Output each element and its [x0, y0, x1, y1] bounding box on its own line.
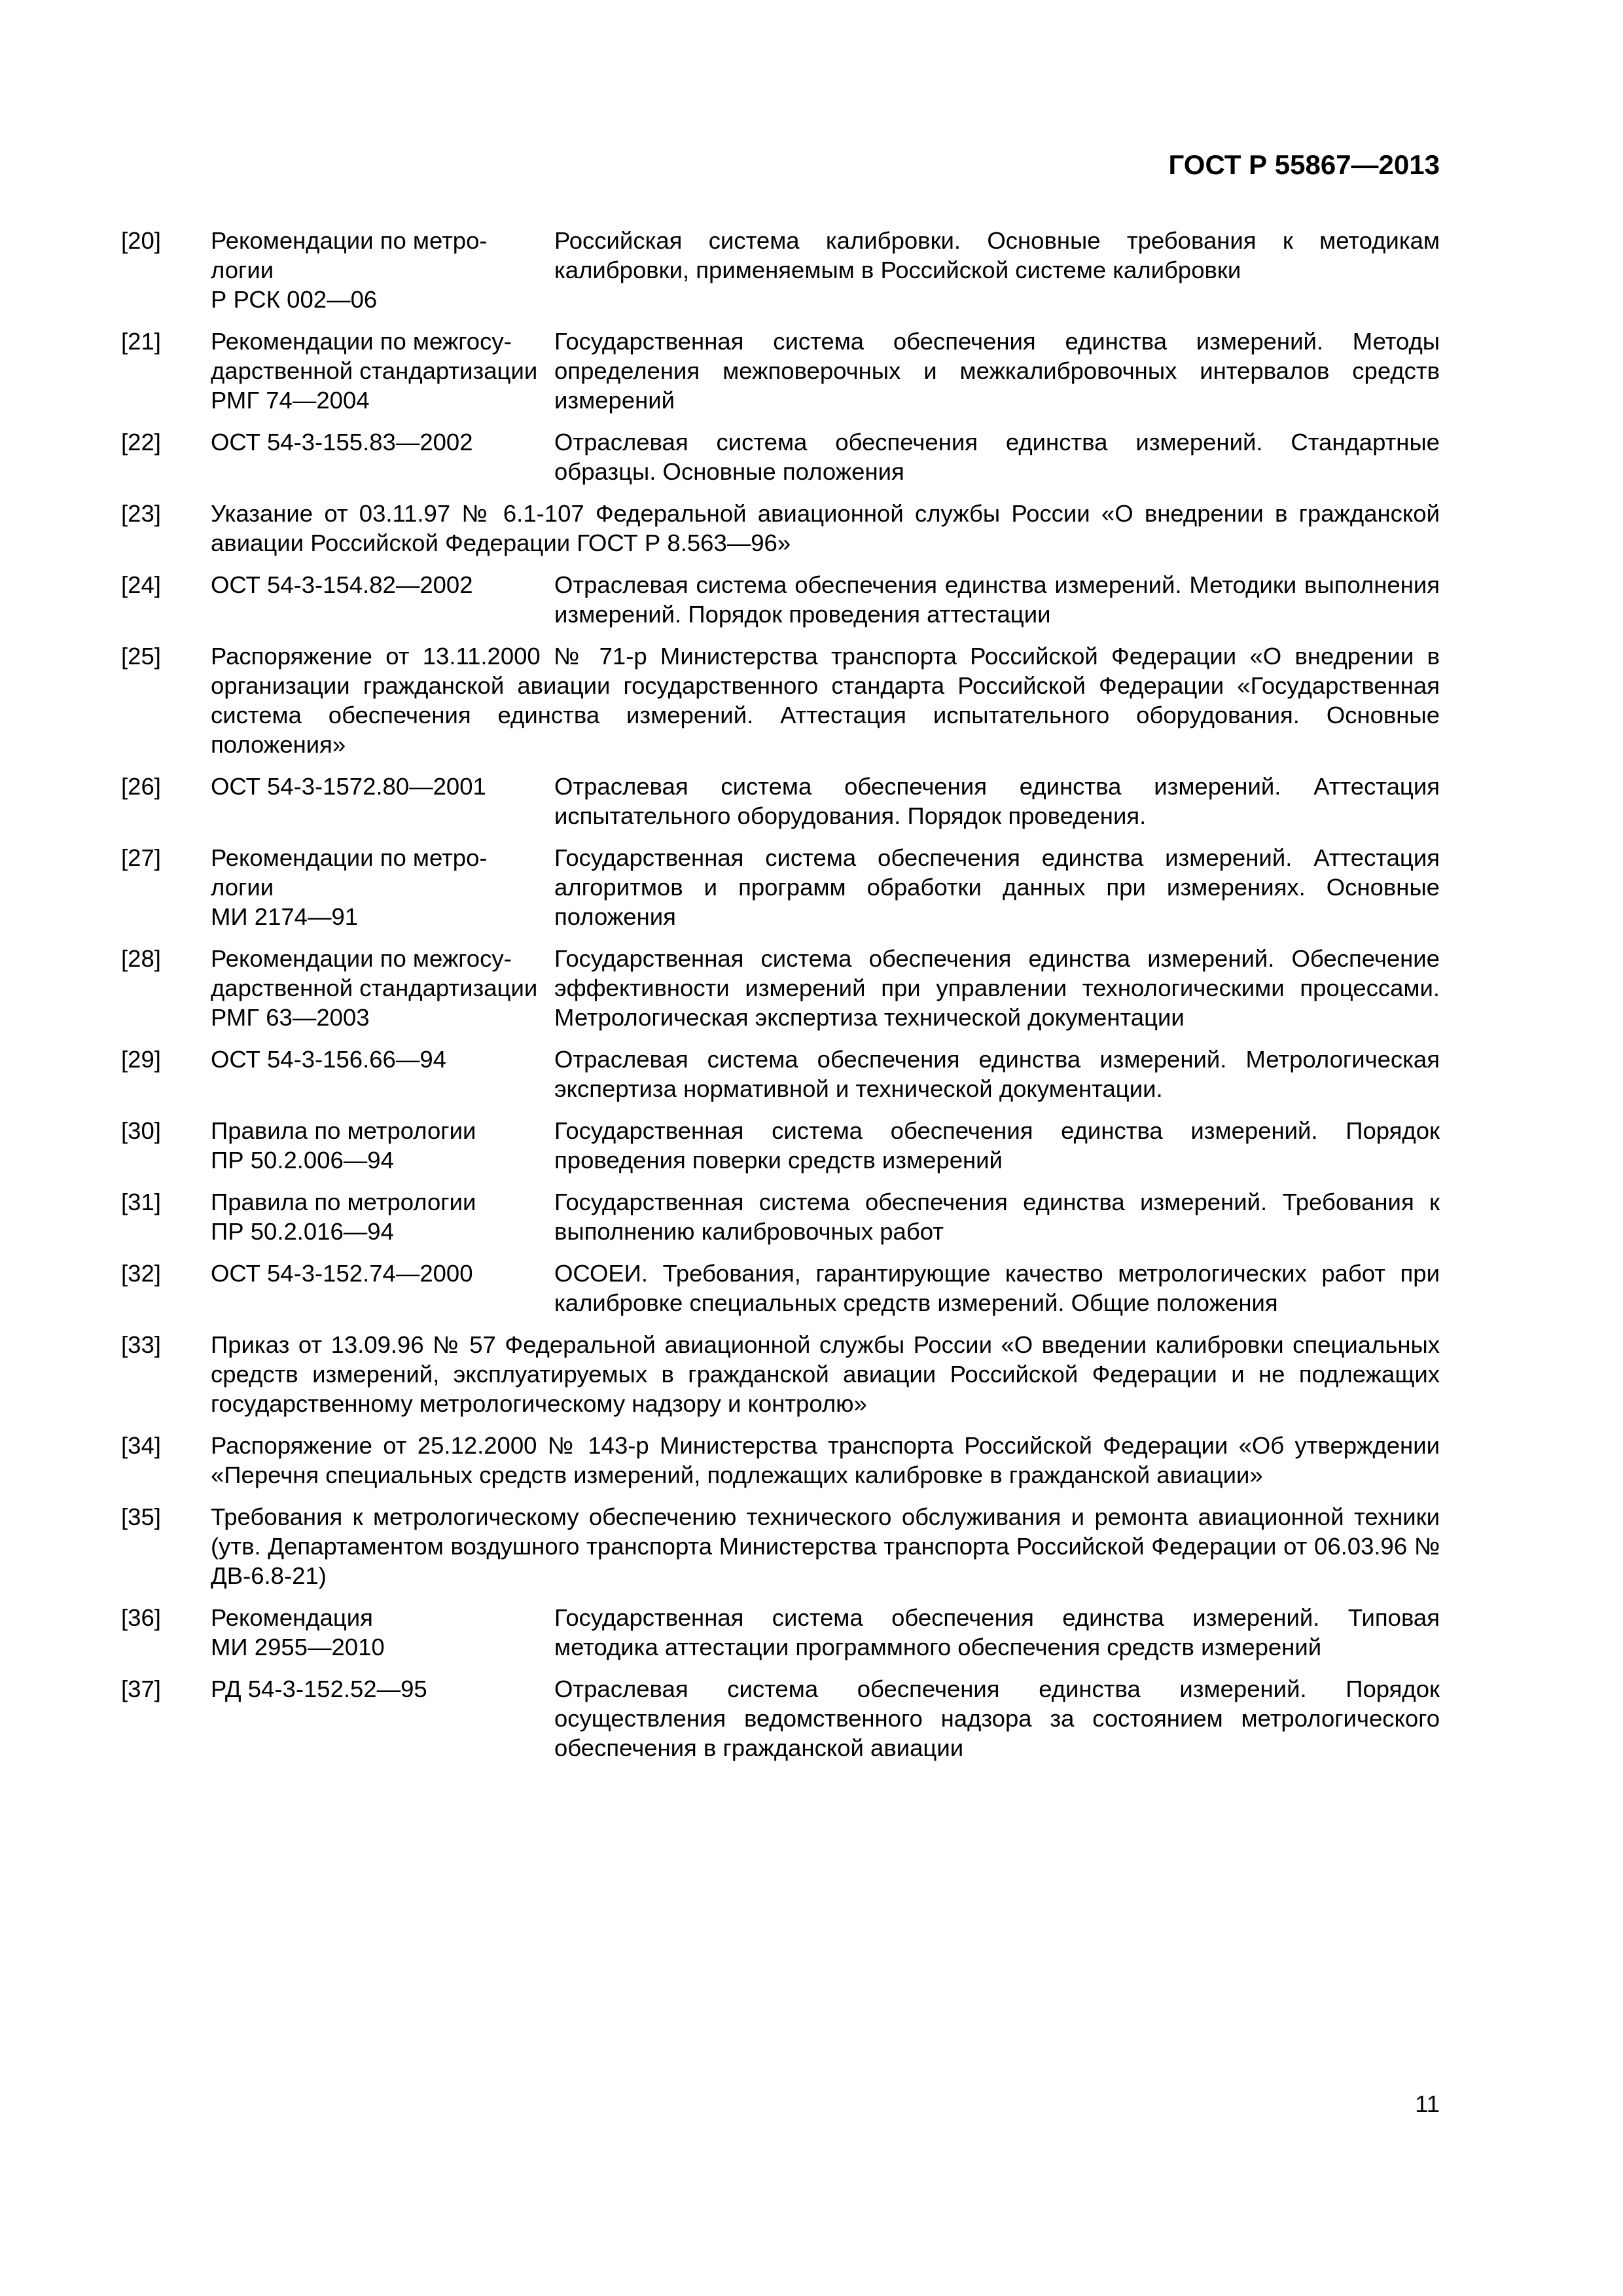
- reference-document-line: логии: [211, 874, 274, 901]
- reference-title: Государственная система обеспечения единства измерений. Типовая методика аттестации программного обеспечения средств измерений: [554, 1604, 1440, 1660]
- reference-title: Государственная система обеспечения единства измерений. Методы определения межповерочных и межкалибровочных интервалов средств измерений: [554, 328, 1440, 414]
- reference-title: Государственная система обеспечения единства измерений. Требования к выполнению калибровочных работ: [554, 1189, 1440, 1245]
- reference-document-line: МИ 2174—91: [211, 903, 359, 930]
- reference-number: [37]: [121, 1676, 161, 1702]
- reference-document: [211, 570, 554, 600]
- reference-number: [25]: [121, 643, 161, 670]
- reference-document-line: Рекомендация: [211, 1604, 373, 1631]
- reference-document: [211, 944, 554, 1032]
- reference-number: [27]: [121, 844, 161, 871]
- reference-document-line: ОСТ 54-3-152.74—2000: [211, 1260, 473, 1287]
- reference-document-line: ОСТ 54-3-1572.80—2001: [211, 773, 486, 800]
- reference-item: [121, 1330, 1440, 1418]
- reference-item: [121, 1259, 1440, 1318]
- reference-number: [36]: [121, 1604, 161, 1631]
- reference-document: [211, 843, 554, 931]
- reference-document-line: Рекомендации по межгосу-: [211, 328, 512, 355]
- reference-document-line: дарственной стандартизации: [211, 357, 538, 384]
- reference-item: [121, 1116, 1440, 1175]
- reference-document-line: Р РСК 002—06: [211, 286, 378, 313]
- reference-item: [121, 1045, 1440, 1103]
- reference-number: [24]: [121, 571, 161, 598]
- reference-document: [211, 1116, 554, 1175]
- reference-title: Государственная система обеспечения единства измерений. Обеспечение эффективности измерений при управлении технологическими процессами. Метрологическая экспертиза технической документации: [554, 945, 1440, 1031]
- reference-item: [121, 1502, 1440, 1590]
- reference-item: [121, 1431, 1440, 1490]
- reference-document-line: РМГ 74—2004: [211, 387, 370, 414]
- reference-document: [211, 327, 554, 415]
- reference-number: [23]: [121, 500, 161, 527]
- reference-number: [30]: [121, 1117, 161, 1144]
- reference-document-line: ОСТ 54-3-154.82—2002: [211, 571, 473, 598]
- reference-number: [28]: [121, 945, 161, 972]
- reference-full-text: Приказ от 13.09.96 № 57 Федеральной авиационной службы России «О введении калибровки специальных средств измерений, эксплуатируемых в гражданской авиации Российской Федерации и не подлежащих государственному метрологическому надзору и контролю»: [211, 1331, 1440, 1417]
- reference-number: [21]: [121, 328, 161, 355]
- reference-full-text: Распоряжение от 13.11.2000 № 71-р Министерства транспорта Российской Федерации «О внедрении в организации гражданской авиации государственного стандарта Российской Федерации «Государственная система обеспечения единства измерений. Аттестация испытательного оборудования. Основные положения»: [211, 643, 1440, 758]
- reference-document-line: ОСТ 54-3-156.66—94: [211, 1046, 446, 1073]
- reference-document-line: МИ 2955—2010: [211, 1634, 385, 1660]
- reference-document-line: ПР 50.2.016—94: [211, 1218, 394, 1245]
- reference-document: [211, 772, 554, 801]
- page-number: 11: [1415, 2090, 1440, 2117]
- reference-document: [211, 1045, 554, 1074]
- reference-document: [211, 226, 554, 314]
- reference-number: [35]: [121, 1503, 161, 1530]
- reference-document: [211, 1259, 554, 1288]
- reference-title: Отраслевая система обеспечения единства измерений. Порядок осуществления ведомственного надзора за состоянием метрологического обеспечения в гражданской авиации: [554, 1676, 1440, 1761]
- reference-document-line: дарственной стандартизации: [211, 975, 538, 1001]
- reference-document-line: Правила по метрологии: [211, 1117, 476, 1144]
- reference-title: Отраслевая система обеспечения единства измерений. Методики выполнения измерений. Порядок проведения аттестации: [554, 571, 1440, 628]
- reference-document-line: РМГ 63—2003: [211, 1004, 370, 1031]
- reference-number: [32]: [121, 1260, 161, 1287]
- reference-item: [121, 327, 1440, 415]
- reference-number: [34]: [121, 1432, 161, 1459]
- reference-document-line: ПР 50.2.006—94: [211, 1147, 394, 1174]
- reference-document-line: РД 54-3-152.52—95: [211, 1676, 427, 1702]
- reference-document: [211, 1603, 554, 1662]
- reference-item: [121, 843, 1440, 931]
- reference-number: [31]: [121, 1189, 161, 1215]
- reference-item: [121, 226, 1440, 314]
- reference-item: [121, 1603, 1440, 1662]
- reference-item: [121, 570, 1440, 629]
- reference-document: [211, 1674, 554, 1704]
- reference-title: Государственная система обеспечения единства измерений. Порядок проведения поверки средств измерений: [554, 1117, 1440, 1174]
- reference-full-text: Распоряжение от 25.12.2000 № 143-р Министерства транспорта Российской Федерации «Об утверждении «Перечня специальных средств измерений, подлежащих калибровке в гражданской авиации»: [211, 1432, 1440, 1488]
- reference-item: [121, 944, 1440, 1032]
- reference-number: [29]: [121, 1046, 161, 1073]
- document-header: ГОСТ Р 55867—2013: [1168, 149, 1440, 180]
- reference-full-text: Указание от 03.11.97 № 6.1-107 Федеральной авиационной службы России «О внедрении в гражданской авиации Российской Федерации ГОСТ Р 8.563—96»: [211, 500, 1440, 556]
- reference-document: [211, 1187, 554, 1246]
- reference-item: [121, 427, 1440, 486]
- reference-document: [211, 427, 554, 457]
- bibliography-list: [121, 226, 1440, 1775]
- reference-title: Российская система калибровки. Основные требования к методикам калибровки, применяемым в Российской системе калибровки: [554, 227, 1440, 283]
- reference-document-line: ОСТ 54-3-155.83—2002: [211, 429, 473, 456]
- reference-item: [121, 1187, 1440, 1246]
- reference-number: [26]: [121, 773, 161, 800]
- reference-document-line: Рекомендации по метро-: [211, 844, 488, 871]
- reference-document-line: логии: [211, 257, 274, 283]
- reference-title: Отраслевая система обеспечения единства измерений. Аттестация испытательного оборудования. Порядок проведения.: [554, 773, 1440, 829]
- reference-title: Отраслевая система обеспечения единства измерений. Метрологическая экспертиза нормативной и технической документации.: [554, 1046, 1440, 1102]
- reference-item: [121, 772, 1440, 831]
- reference-document-line: Правила по метрологии: [211, 1189, 476, 1215]
- reference-full-text: Требования к метрологическому обеспечению технического обслуживания и ремонта авиационной техники (утв. Департаментом воздушного транспорта Министерства транспорта Российской Федерации от 06.03.96 № ДВ-6.8-21): [211, 1503, 1440, 1589]
- reference-number: [33]: [121, 1331, 161, 1358]
- reference-document-line: Рекомендации по метро-: [211, 227, 488, 254]
- reference-number: [20]: [121, 227, 161, 254]
- reference-title: ОСОЕИ. Требования, гарантирующие качество метрологических работ при калибровке специальных средств измерений. Общие положения: [554, 1260, 1440, 1316]
- reference-document-line: Рекомендации по межгосу-: [211, 945, 512, 972]
- reference-title: Отраслевая система обеспечения единства измерений. Стандартные образцы. Основные положения: [554, 429, 1440, 485]
- reference-number: [22]: [121, 429, 161, 456]
- reference-item: [121, 1674, 1440, 1763]
- reference-item: [121, 641, 1440, 759]
- reference-item: [121, 499, 1440, 558]
- reference-title: Государственная система обеспечения единства измерений. Аттестация алгоритмов и программ обработки данных при измерениях. Основные положения: [554, 844, 1440, 930]
